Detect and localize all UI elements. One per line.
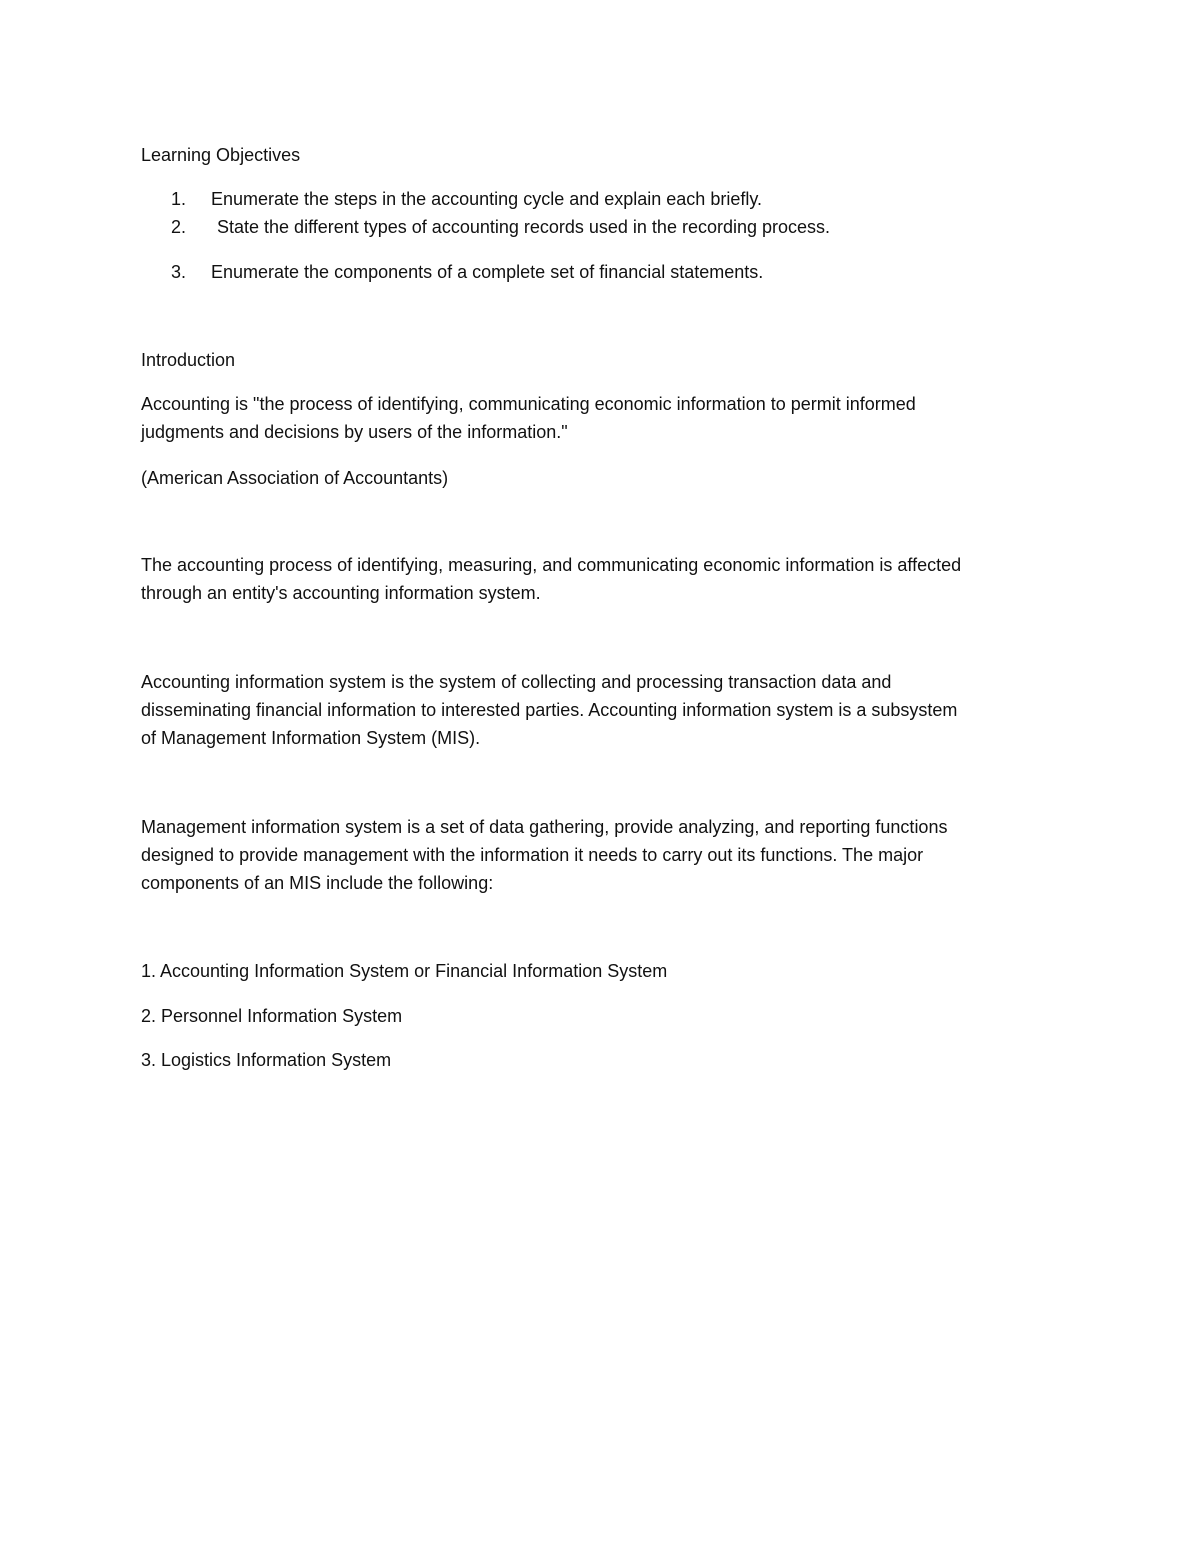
paragraph-line: The accounting process of identifying, measuring, and communicating economic information is affected xyxy=(141,555,962,575)
paragraph-line: Accounting is "the process of identifying, communicating economic information to permit informed xyxy=(141,394,916,414)
paragraph-line: components of an MIS include the following: xyxy=(141,873,494,893)
objective-number: 2. xyxy=(171,217,187,237)
list-item: 1. Accounting Information System or Financial Information System xyxy=(141,961,668,981)
objective-text: Enumerate the components of a complete set of financial statements. xyxy=(211,262,764,282)
introduction-heading: Introduction xyxy=(141,350,236,370)
list-item: 3. Logistics Information System xyxy=(141,1050,392,1070)
paragraph-line: Management information system is a set of data gathering, provide analyzing, and reporting functions xyxy=(141,817,948,837)
paragraph-line: of Management Information System (MIS). xyxy=(141,728,481,748)
paragraph-line: disseminating financial information to interested parties. Accounting information system is a subsystem xyxy=(141,700,958,720)
definition-source: (American Association of Accountants) xyxy=(141,468,449,488)
objective-number: 3. xyxy=(171,262,187,282)
objective-text: Enumerate the steps in the accounting cycle and explain each briefly. xyxy=(211,189,762,209)
objective-text: State the different types of accounting records used in the recording process. xyxy=(217,217,831,237)
paragraph-line: through an entity's accounting information system. xyxy=(141,583,541,603)
paragraph-line: judgments and decisions by users of the information." xyxy=(141,422,568,442)
learning-objectives-heading: Learning Objectives xyxy=(141,145,301,165)
paragraph-line: Accounting information system is the system of collecting and processing transaction data and xyxy=(141,672,892,692)
paragraph-line: designed to provide management with the information it needs to carry out its functions. The major xyxy=(141,845,924,865)
list-item: 2. Personnel Information System xyxy=(141,1006,403,1026)
objective-number: 1. xyxy=(171,189,187,209)
